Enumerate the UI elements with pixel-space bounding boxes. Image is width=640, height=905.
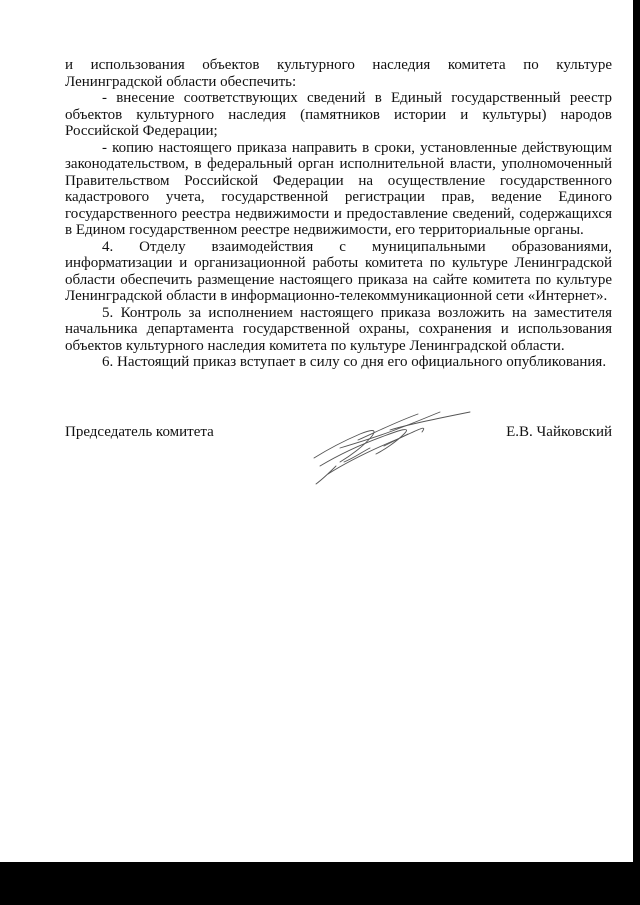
- paragraph-item-5: 5. Контроль за исполнением настоящего приказа возложить на заместителя начальника департамента государственной охраны, сохранения и использования объектов культурного наследия комитета по культуре Ленинградской области.: [65, 304, 612, 354]
- paragraph-intro: и использования объектов культурного наследия комитета по культуре Ленинградской области обеспечить:: [65, 57, 612, 90]
- paragraph-order-copy: - копию настоящего приказа направить в сроки, установленные действующим законодательством, в федеральный орган исполнительной власти, уполномоченный Правительством Российской Федерации на осуществление государственного кадастрового учета, государственной регистрации прав, ведение Единого государственного реестра недвижимости и предоставление сведений, содержащихся в Едином государственном реестре недвижимости, его территориальные органы.: [65, 139, 612, 238]
- paragraph-item-4: 4. Отделу взаимодействия с муниципальными образованиями, информатизации и организационной работы комитета по культуре Ленинградской области обеспечить размещение настоящего приказа на сайте комитета по культуре Ленинградской области в информационно-телекоммуникационной сети «Интернет».: [65, 238, 612, 304]
- paragraph-item-6: 6. Настоящий приказ вступает в силу со дня его официального опубликования.: [102, 354, 607, 370]
- signer-name: Е.В. Чайковский: [506, 424, 612, 440]
- document-body: [65, 57, 612, 371]
- handwritten-signature: [300, 400, 480, 490]
- paragraph-registry-entry: - внесение соответствующих сведений в Единый государственный реестр объектов культурного наследия (памятников истории и культуры) народов Российской Федерации;: [65, 90, 612, 139]
- signer-title: Председатель комитета: [65, 424, 214, 440]
